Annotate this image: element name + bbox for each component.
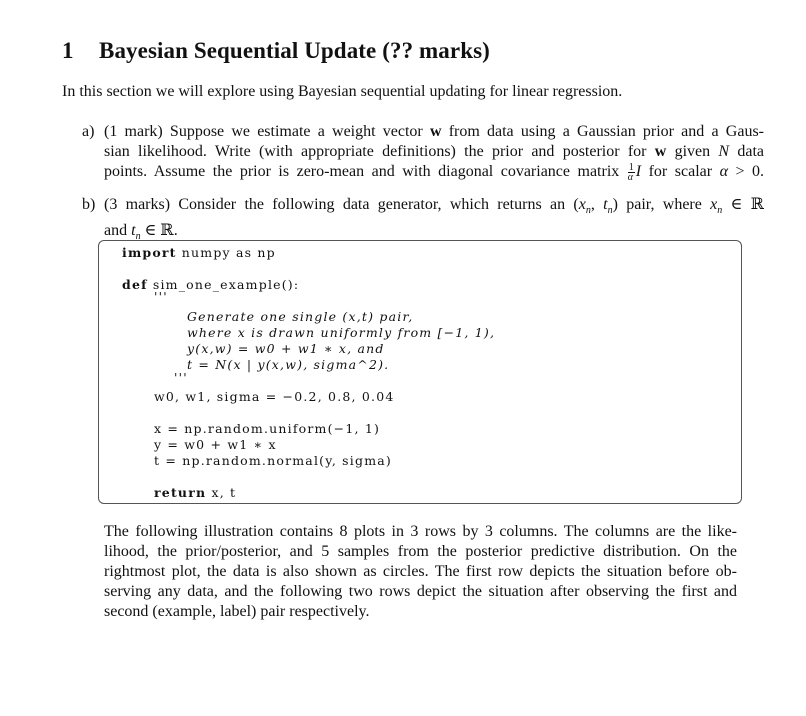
- part-b-line-1: (3 marks) Consider the following data generator, which returns an ($x_n$, $t_n$) pair, where $x_n$ ∈ ℝ: [104, 196, 765, 217]
- code-return-rest: x, t: [206, 485, 237, 500]
- code-return-line: [154, 485, 236, 500]
- part-b-line-2: and $t_n$ ∈ ℝ.: [104, 222, 178, 243]
- part-a-line-3: points. Assume the prior is zero-mean and with diagonal covariance matrix $\frac{1}{\alpha}$ I for scalar α > 0.: [104, 162, 764, 183]
- code-keyword-return: return: [154, 485, 207, 500]
- paragraph-line-5: second (example, label) pair respectively.: [104, 603, 370, 620]
- code-x-line: x = np.random.uniform(−1, 1): [154, 421, 381, 436]
- code-y-line: y = w0 + w1 ∗ x: [154, 437, 277, 452]
- section-title-text: Bayesian Sequential Update (?? marks): [99, 38, 490, 63]
- code-docstring-open: ''': [154, 289, 168, 304]
- part-a-label: a): [82, 123, 95, 140]
- code-listing: [98, 240, 742, 504]
- code-docstring-line-4: t = N(x | y(x,w), sigma^2).: [187, 357, 390, 372]
- part-a-line-1: (1 mark) Suppose we estimate a weight vector w from data using a Gaussian prior and a Gaus-: [104, 123, 764, 140]
- section-title: [62, 38, 490, 64]
- code-t-line: t = np.random.normal(y, sigma): [154, 453, 392, 468]
- illustration-description: [104, 522, 737, 622]
- code-docstring-line-3: y(x,w) = w0 + w1 ∗ x, and: [187, 341, 385, 356]
- section-number: 1: [62, 38, 74, 63]
- fraction-one-over-alpha: $\frac{1}{\alpha}$: [627, 162, 634, 183]
- code-import-rest: numpy as np: [176, 245, 276, 260]
- code-def-rest: sim_one_example():: [147, 277, 300, 292]
- code-docstring-line-1: Generate one single (x,t) pair,: [187, 309, 414, 324]
- part-a-line-2: sian likelihood. Write (with appropriate definitions) the prior and posterior for w given N data: [104, 143, 765, 160]
- paragraph-line-2: lihood, the prior/posterior, and 5 samples from the posterior predictive distribution. On the: [104, 543, 737, 560]
- code-keyword-def: def: [122, 277, 148, 292]
- code-params-line: w0, w1, sigma = −0.2, 0.8, 0.04: [154, 389, 395, 404]
- paragraph-line-1: The following illustration contains 8 plots in 3 rows by 3 columns. The columns are the like-: [104, 523, 737, 540]
- code-docstring-close: ''': [174, 370, 188, 385]
- code-def-line: [122, 277, 299, 292]
- part-b-label: b): [82, 196, 96, 213]
- intro-text: In this section we will explore using Bayesian sequential updating for linear regression.: [62, 83, 623, 100]
- code-import-line: [122, 245, 276, 260]
- paragraph-line-3: rightmost plot, the data is also shown as circles. The first row depicts the situation before ob-: [104, 563, 737, 580]
- code-docstring-line-2: where x is drawn uniformly from [−1, 1),: [187, 325, 496, 340]
- code-keyword-import: import: [122, 245, 177, 260]
- paragraph-line-4: serving any data, and the following two rows depict the situation after observing the first and: [104, 583, 737, 600]
